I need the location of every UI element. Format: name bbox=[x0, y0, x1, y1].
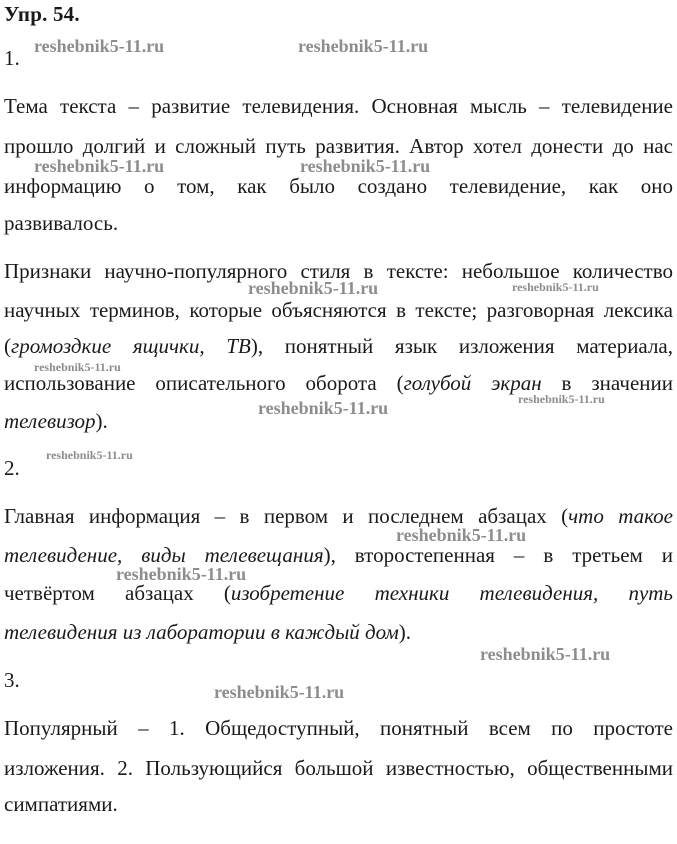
paragraph-3-line-2: телевидение, виды телевещания), второстепенная – в третьем и bbox=[4, 543, 674, 567]
paragraph-4-line-2: изложения. 2. Пользующийся большой известностью, общественными bbox=[4, 756, 673, 780]
watermark: reshebnik5-11.ru bbox=[34, 156, 165, 176]
watermark: reshebnik5-11.ru bbox=[34, 36, 165, 56]
watermark: reshebnik5-11.ru bbox=[480, 644, 611, 664]
paragraph-4-line-3: симпатиями. bbox=[4, 792, 118, 816]
paragraph-1-line-1: Тема текста – развитие телевидения. Основная мысль – телевидение bbox=[4, 94, 673, 118]
section-number-3: 3. bbox=[4, 668, 20, 692]
watermark: reshebnik5-11.ru bbox=[518, 392, 605, 406]
paragraph-3-line-4: телевидения из лаборатории в каждый дом). bbox=[4, 620, 412, 644]
watermark: reshebnik5-11.ru bbox=[46, 448, 133, 462]
watermark: reshebnik5-11.ru bbox=[214, 682, 345, 702]
paragraph-3-line-3: четвёртом абзацах (изобретение техники телевидения, путь bbox=[4, 581, 673, 605]
watermark: reshebnik5-11.ru bbox=[298, 36, 429, 56]
paragraph-2-line-5: телевизор). bbox=[4, 409, 108, 433]
watermark: reshebnik5-11.ru bbox=[34, 360, 121, 374]
section-number-2: 2. bbox=[4, 456, 20, 480]
paragraph-3-line-1: Главная информация – в первом и последнем абзацах (что такое bbox=[4, 504, 673, 528]
watermark: reshebnik5-11.ru bbox=[248, 278, 379, 298]
paragraph-2-line-1: Признаки научно-популярного стиля в тексте: небольшое количество bbox=[4, 259, 673, 283]
paragraph-2-line-4: использование описательного оборота (голубой экран в значении bbox=[4, 371, 673, 395]
watermark: reshebnik5-11.ru bbox=[512, 280, 599, 294]
watermark: reshebnik5-11.ru bbox=[258, 398, 389, 418]
watermark: reshebnik5-11.ru bbox=[300, 156, 431, 176]
paragraph-1-line-4: развивалось. bbox=[4, 211, 119, 235]
paragraph-2-line-2: научных терминов, которые объясняются в тексте; разговорная лексика bbox=[4, 298, 673, 322]
section-number-1: 1. bbox=[4, 46, 20, 70]
exercise-heading: Упр. 54. bbox=[4, 2, 80, 26]
paragraph-2-line-3: (громоздкие ящички, ТВ), понятный язык изложения материала, bbox=[4, 334, 673, 358]
watermark: reshebnik5-11.ru bbox=[396, 525, 527, 545]
paragraph-1-line-2: прошло долгий и сложный путь развития. Автор хотел донести до нас bbox=[4, 134, 673, 158]
paragraph-4-line-1: Популярный – 1. Общедоступный, понятный всем по простоте bbox=[4, 716, 673, 740]
paragraph-1-line-3: информацию о том, как было создано телевидение, как оно bbox=[4, 174, 673, 198]
watermark: reshebnik5-11.ru bbox=[116, 564, 247, 584]
